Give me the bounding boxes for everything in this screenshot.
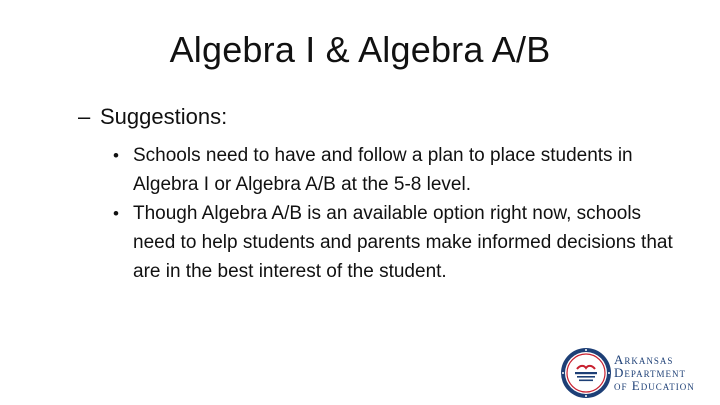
subheading-text: Suggestions:	[100, 104, 228, 129]
logo-line-arkansas: Arkansas	[614, 352, 674, 367]
bullet-text: Schools need to have and follow a plan to place students in Algebra I or Algebra A/B at the 5-8 level.	[133, 145, 633, 195]
logo-line-department: Department	[614, 365, 687, 380]
dash-marker: –	[78, 104, 91, 129]
bullet-marker: •	[113, 204, 119, 223]
logo-line-education: of Education	[614, 378, 695, 393]
logo-wordmark	[614, 353, 714, 392]
bullet-item	[113, 199, 683, 286]
slide-title: Algebra I & Algebra A/B	[169, 29, 551, 70]
subheading-item	[78, 103, 227, 131]
bullet-text: Though Algebra A/B is an available option right now, schools need to help students and parents make informed decisions that are in the best interest of the student.	[133, 203, 673, 282]
seal-icon	[560, 347, 612, 399]
bullet-list	[113, 141, 683, 286]
arkansas-department-of-education-logo	[560, 347, 712, 399]
bullet-item	[113, 141, 683, 199]
bullet-marker: •	[113, 146, 119, 165]
